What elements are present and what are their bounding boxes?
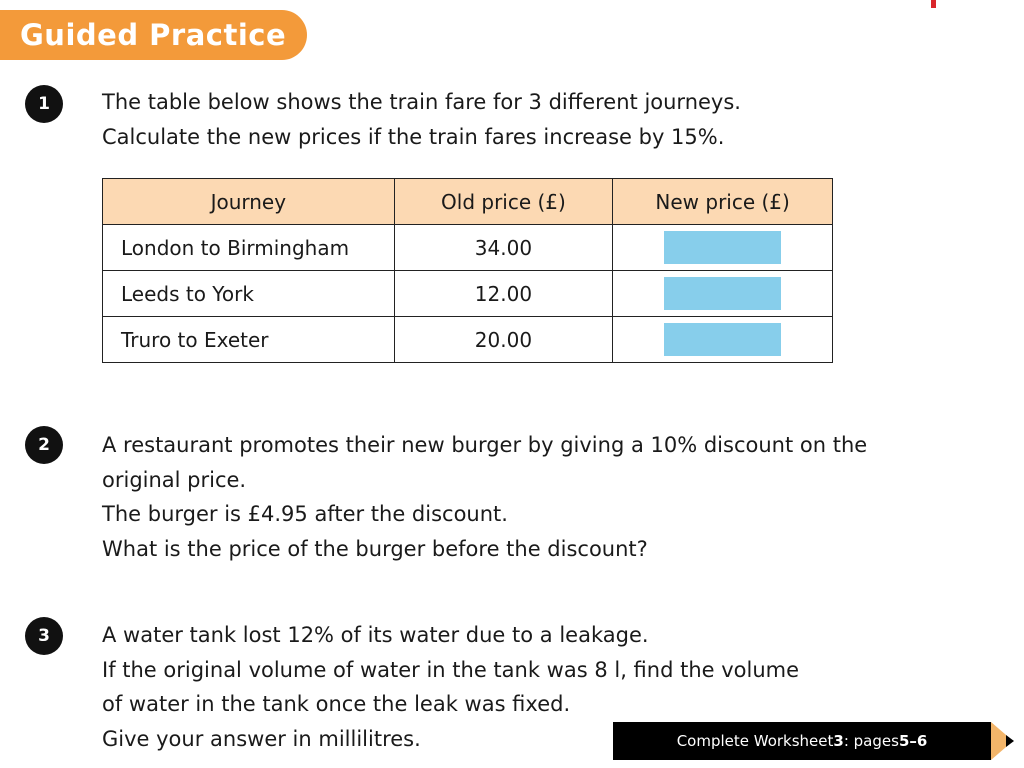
table-header-row: [103, 179, 833, 225]
question-2-line: original price.: [102, 467, 247, 492]
worksheet-banner: [613, 722, 991, 760]
top-mark: [931, 0, 936, 8]
journey-cell: London to Birmingham: [103, 225, 395, 271]
worksheet-number: 3: [833, 732, 844, 750]
table-row: [103, 271, 833, 317]
worksheet-pages: 5–6: [898, 732, 928, 750]
question-3-line: of water in the tank once the leak was fixed.: [102, 692, 571, 716]
column-header-old-price: Old price (£): [394, 179, 613, 225]
question-1-line: The table below shows the train fare for 3 different journeys.: [102, 90, 741, 114]
worksheet-middle: : pages: [843, 732, 899, 750]
journey-cell: Leeds to York: [103, 271, 395, 317]
answer-box[interactable]: [664, 231, 781, 264]
new-price-cell: [613, 225, 833, 271]
new-price-cell: [613, 271, 833, 317]
question-1-text: [102, 85, 741, 154]
question-3-line: If the original volume of water in the tank was 8 l, find the volume: [102, 657, 800, 682]
journey-cell: Truro to Exeter: [103, 317, 395, 363]
page-title: Guided Practice: [20, 18, 287, 52]
old-price-cell: 34.00: [394, 225, 613, 271]
question-3-line: Give your answer in millilitres.: [102, 726, 421, 751]
question-2-line: The burger is £4.95 after the discount.: [102, 502, 508, 526]
worksheet-prefix: Complete Worksheet: [676, 732, 834, 750]
question-2-number: 2: [25, 426, 63, 464]
question-2-text: [102, 428, 867, 566]
answer-box[interactable]: [664, 323, 781, 356]
question-1-line: Calculate the new prices if the train fares increase by 15%.: [102, 124, 725, 149]
new-price-cell: [613, 317, 833, 363]
question-2-line: A restaurant promotes their new burger by giving a 10% discount on the: [102, 433, 868, 457]
table-row: [103, 317, 833, 363]
column-header-journey: Journey: [103, 179, 395, 225]
question-3-line: A water tank lost 12% of its water due to a leakage.: [102, 623, 649, 647]
question-2-line: What is the price of the burger before the discount?: [102, 536, 648, 561]
next-arrow-tip-icon: [1006, 735, 1014, 747]
answer-box[interactable]: [664, 277, 781, 310]
question-3-number: 3: [25, 617, 63, 655]
column-header-new-price: New price (£): [613, 179, 833, 225]
old-price-cell: 12.00: [394, 271, 613, 317]
old-price-cell: 20.00: [394, 317, 613, 363]
fare-table: [102, 178, 833, 363]
table-row: [103, 225, 833, 271]
question-1-number: 1: [25, 85, 63, 123]
header-tab: [0, 10, 307, 60]
